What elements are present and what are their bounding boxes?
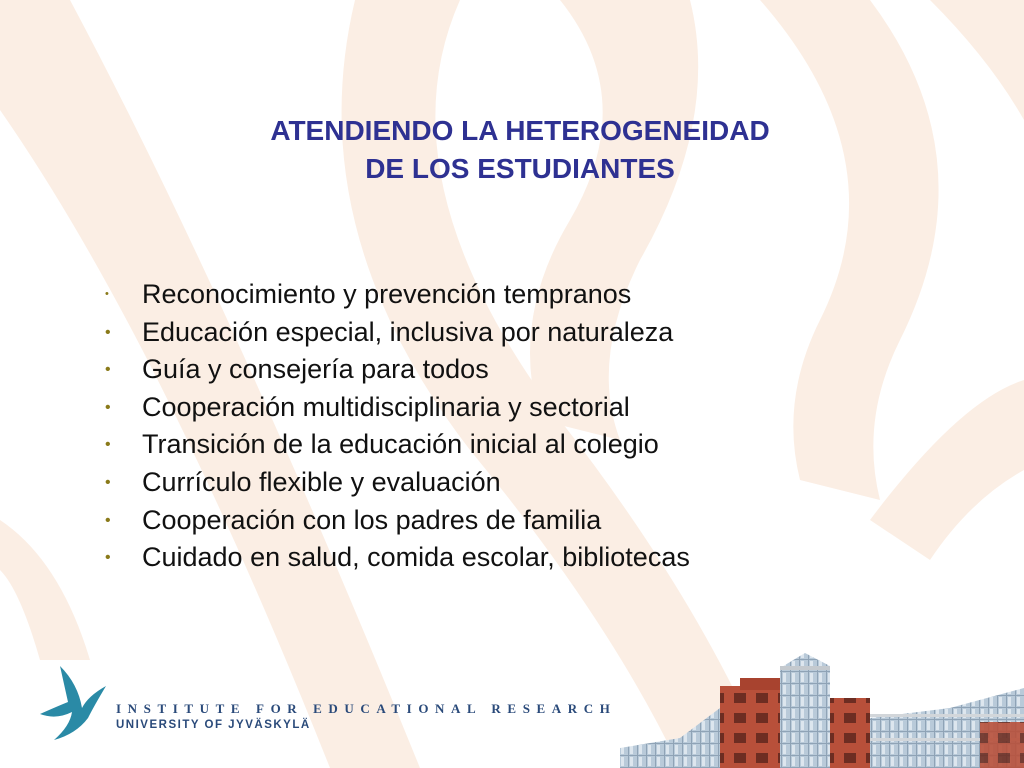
bullet-dot-icon: • <box>105 398 111 416</box>
bullet-item <box>100 464 690 502</box>
bullet-dot-icon: • <box>105 473 111 491</box>
bullet-text: Currículo flexible y evaluación <box>142 466 501 497</box>
bullet-text: Reconocimiento y prevención tempranos <box>142 279 632 309</box>
bullet-text: Cooperación multidisciplinaria y sectorial <box>142 391 630 422</box>
bullet-item <box>100 276 690 314</box>
bullet-item <box>100 314 690 352</box>
bullet-list <box>100 276 690 577</box>
bullet-dot-icon: • <box>105 323 111 341</box>
bullet-dot-icon: • <box>105 511 111 529</box>
university-name: UNIVERSITY OF JYVÄSKYLÄ <box>116 719 311 731</box>
bullet-dot-icon: • <box>105 361 111 379</box>
slide-title <box>120 112 920 188</box>
bullet-text: Guía y consejería para todos <box>142 354 489 385</box>
bullet-text: Educación especial, inclusiva por naturaleza <box>142 316 674 347</box>
building-photo <box>620 648 1024 768</box>
bullet-item <box>100 426 690 464</box>
slide-title-line-1: ATENDIENDO LA HETEROGENEIDAD <box>270 115 770 146</box>
bullet-text: Cuidado en salud, comida escolar, bibliotecas <box>142 542 690 573</box>
bullet-item <box>100 502 690 540</box>
bullet-dot-icon: • <box>105 288 109 300</box>
slide-title-line-2: DE LOS ESTUDIANTES <box>365 153 675 184</box>
bullet-item <box>100 389 690 427</box>
bullet-dot-icon: • <box>105 436 111 454</box>
bullet-item <box>100 351 690 389</box>
institute-name: INSTITUTE FOR EDUCATIONAL RESEARCH <box>116 701 617 716</box>
bullet-text: Cooperación con los padres de familia <box>142 504 602 535</box>
bullet-item <box>100 539 690 577</box>
butterfly-logo-icon <box>38 662 118 742</box>
bullet-text: Transición de la educación inicial al colegio <box>142 429 659 460</box>
bullet-dot-icon: • <box>105 549 111 567</box>
